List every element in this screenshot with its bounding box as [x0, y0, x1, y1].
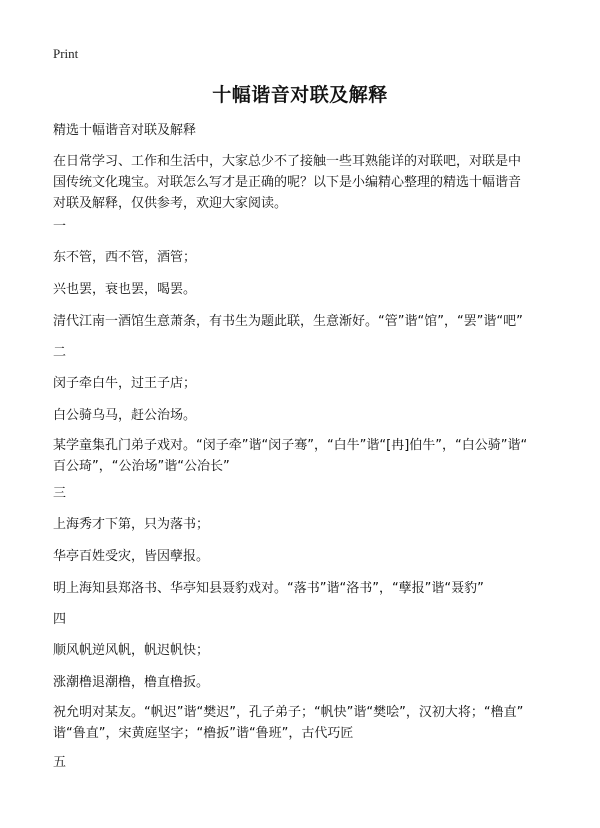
section-number: 二 — [53, 345, 67, 360]
couplet-explanation: 谐“鲁直”，宋黄庭坚字；“橹扳”谐“鲁班”，古代巧匠 — [53, 726, 354, 741]
couplet-line-2: 涨潮橹退潮橹，橹直橹扳。 — [53, 675, 210, 690]
couplet-explanation: 某学童集孔门弟子戏对。“闵子牵”谐“闵子骞”，“白牛”谐“[冉]伯牛”，“白公骑”谐“ — [53, 438, 528, 453]
intro-line-2: 国传统文化瑰宝。对联怎么写才是正确的呢？以下是小编精心整理的精选十幅谐音 — [53, 175, 522, 190]
page-title: 十幅谐音对联及解释 — [212, 84, 388, 106]
couplet-explanation: 百公琦”，“公治场”谐“公冶长” — [53, 459, 230, 474]
section-number: 三 — [53, 486, 67, 501]
couplet-explanation: 祝允明对某友。“帆迟”谐“樊迟”，孔子弟子；“帆快”谐“樊哙”，汉初大将；“橹直” — [53, 705, 524, 720]
couplet-line-2: 华亭百姓受灾，皆因孽报。 — [53, 549, 210, 564]
couplet-line-1: 顺风帆逆风帆，帆迟帆快； — [53, 643, 210, 658]
print-link[interactable]: Print — [53, 46, 79, 61]
couplet-line-2: 兴也罢，衰也罢，喝罢。 — [53, 282, 197, 297]
couplet-line-1: 东不管，西不管，酒管； — [53, 250, 197, 265]
intro-line-3: 对联及解释，仅供参考，欢迎大家阅读。 — [53, 196, 288, 211]
couplet-explanation: 明上海知县郑洛书、华亭知县聂豹戏对。“落书”谐“洛书”，“孽报”谐“聂豹” — [53, 581, 484, 596]
section-number: 四 — [53, 612, 67, 627]
couplet-line-1: 闵子牵白牛，过王子店； — [53, 376, 197, 391]
couplet-line-1: 上海秀才下第，只为落书； — [53, 517, 210, 532]
section-number: 五 — [53, 755, 67, 770]
document-subtitle: 精选十幅谐音对联及解释 — [53, 123, 197, 138]
intro-line-1: 在日常学习、工作和生活中，大家总少不了接触一些耳熟能详的对联吧，对联是中 — [53, 154, 522, 169]
section-number: 一 — [53, 219, 67, 234]
couplet-line-2: 白公骑乌马，赶公治场。 — [53, 408, 197, 423]
couplet-explanation: 清代江南一酒馆生意萧条，有书生为题此联，生意渐好。“管”谐“馆”，“罢”谐“吧” — [53, 314, 523, 329]
